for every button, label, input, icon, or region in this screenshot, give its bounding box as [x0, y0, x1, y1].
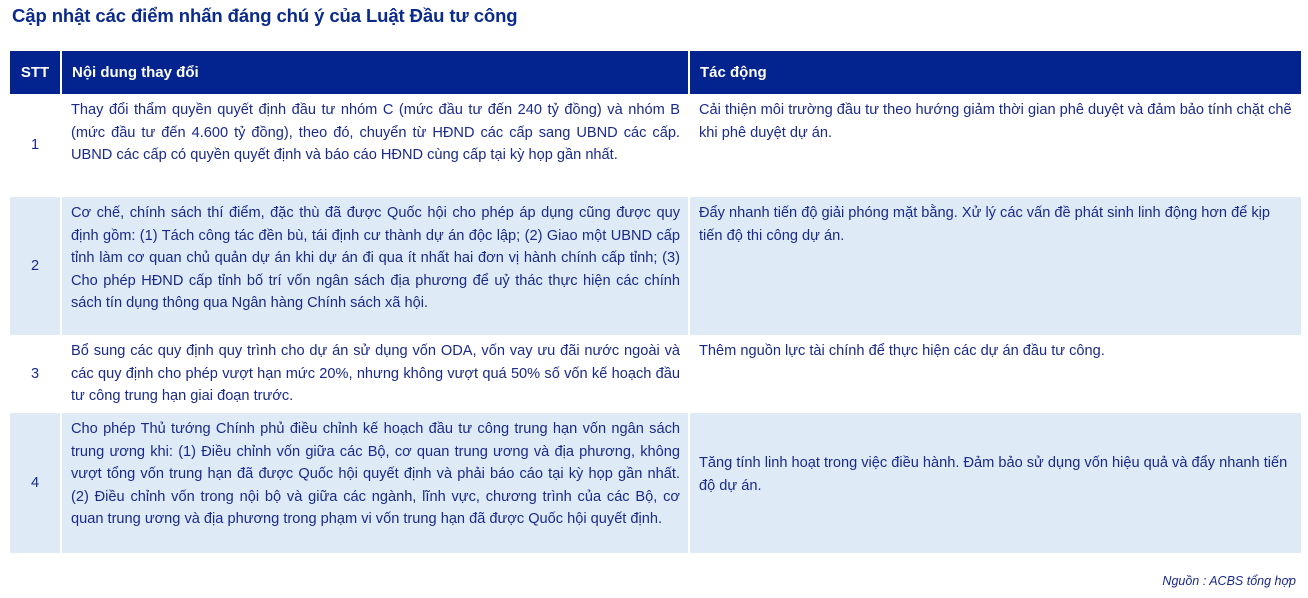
row-stt: 3: [10, 335, 62, 413]
row-impact: Thêm nguồn lực tài chính để thực hiện các dự án đầu tư công.: [690, 335, 1301, 413]
table-header-row: [10, 51, 1301, 94]
row-content: Cơ chế, chính sách thí điểm, đặc thù đã được Quốc hội cho phép áp dụng cũng được quy định gồm: (1) Tách công tác đền bù, tái định cư thành dự án độc lập; (2) Giao một UBND cấp tỉnh làm cơ quan chủ quản dự án khi dự án đi qua ít nhất hai đơn vị hành chính cấp tỉnh; (3) Cho phép HĐND cấp tỉnh bố trí vốn ngân sách địa phương để uỷ thác thực hiện các chính sách tín dụng thông qua Ngân hàng Chính sách xã hội.: [62, 197, 690, 335]
header-impact: Tác động: [690, 51, 1301, 94]
row-content: Bổ sung các quy định quy trình cho dự án sử dụng vốn ODA, vốn vay ưu đãi nước ngoài và các quy định cho phép vượt hạn mức 20%, nhưng không vượt quá 50% số vốn kế hoạch đầu tư công trung hạn giai đoạn trước.: [62, 335, 690, 413]
row-impact: Tăng tính linh hoạt trong việc điều hành. Đảm bảo sử dụng vốn hiệu quả và đẩy nhanh tiến độ dự án.: [690, 413, 1301, 553]
table-row: [10, 335, 1301, 413]
row-stt: 4: [10, 413, 62, 553]
row-content: Cho phép Thủ tướng Chính phủ điều chỉnh kế hoạch đầu tư công trung hạn vốn ngân sách trung ương khi: (1) Điều chỉnh vốn giữa các Bộ, cơ quan trung ương và địa phương, không vượt tổng vốn trung hạn đã được Quốc hội quyết định và phải báo cáo tại kỳ họp gần nhất. (2) Điều chỉnh vốn trong nội bộ và giữa các ngành, lĩnh vực, chương trình của các Bộ, cơ quan trung ương và địa phương trong phạm vi vốn trung hạn đã được Quốc hội quyết định.: [62, 413, 690, 553]
table-row: [10, 413, 1301, 553]
row-content: Thay đổi thẩm quyền quyết định đầu tư nhóm C (mức đầu tư đến 240 tỷ đồng) và nhóm B (mức đầu tư đến 4.600 tỷ đồng), theo đó, chuyển từ HĐND các cấp sang UBND các cấp. UBND các cấp có quyền quyết định và báo cáo HĐND cùng cấp tại kỳ họp gần nhất.: [62, 94, 690, 197]
row-stt: 1: [10, 94, 62, 197]
header-content: Nội dung thay đổi: [62, 51, 690, 94]
header-stt: STT: [10, 51, 62, 94]
source-note: Nguồn : ACBS tổng hợp: [1162, 574, 1296, 588]
table-row: [10, 197, 1301, 335]
row-impact: Cải thiện môi trường đầu tư theo hướng giảm thời gian phê duyệt và đảm bảo tính chặt chẽ khi phê duyệt dự án.: [690, 94, 1301, 197]
row-impact: Đẩy nhanh tiến độ giải phóng mặt bằng. Xử lý các vấn đề phát sinh linh động hơn để kịp tiến độ thi công dự án.: [690, 197, 1301, 335]
page-title: Cập nhật các điểm nhấn đáng chú ý của Luật Đầu tư công: [12, 5, 518, 26]
law-changes-table: [10, 51, 1301, 553]
table-row: [10, 94, 1301, 197]
row-stt: 2: [10, 197, 62, 335]
